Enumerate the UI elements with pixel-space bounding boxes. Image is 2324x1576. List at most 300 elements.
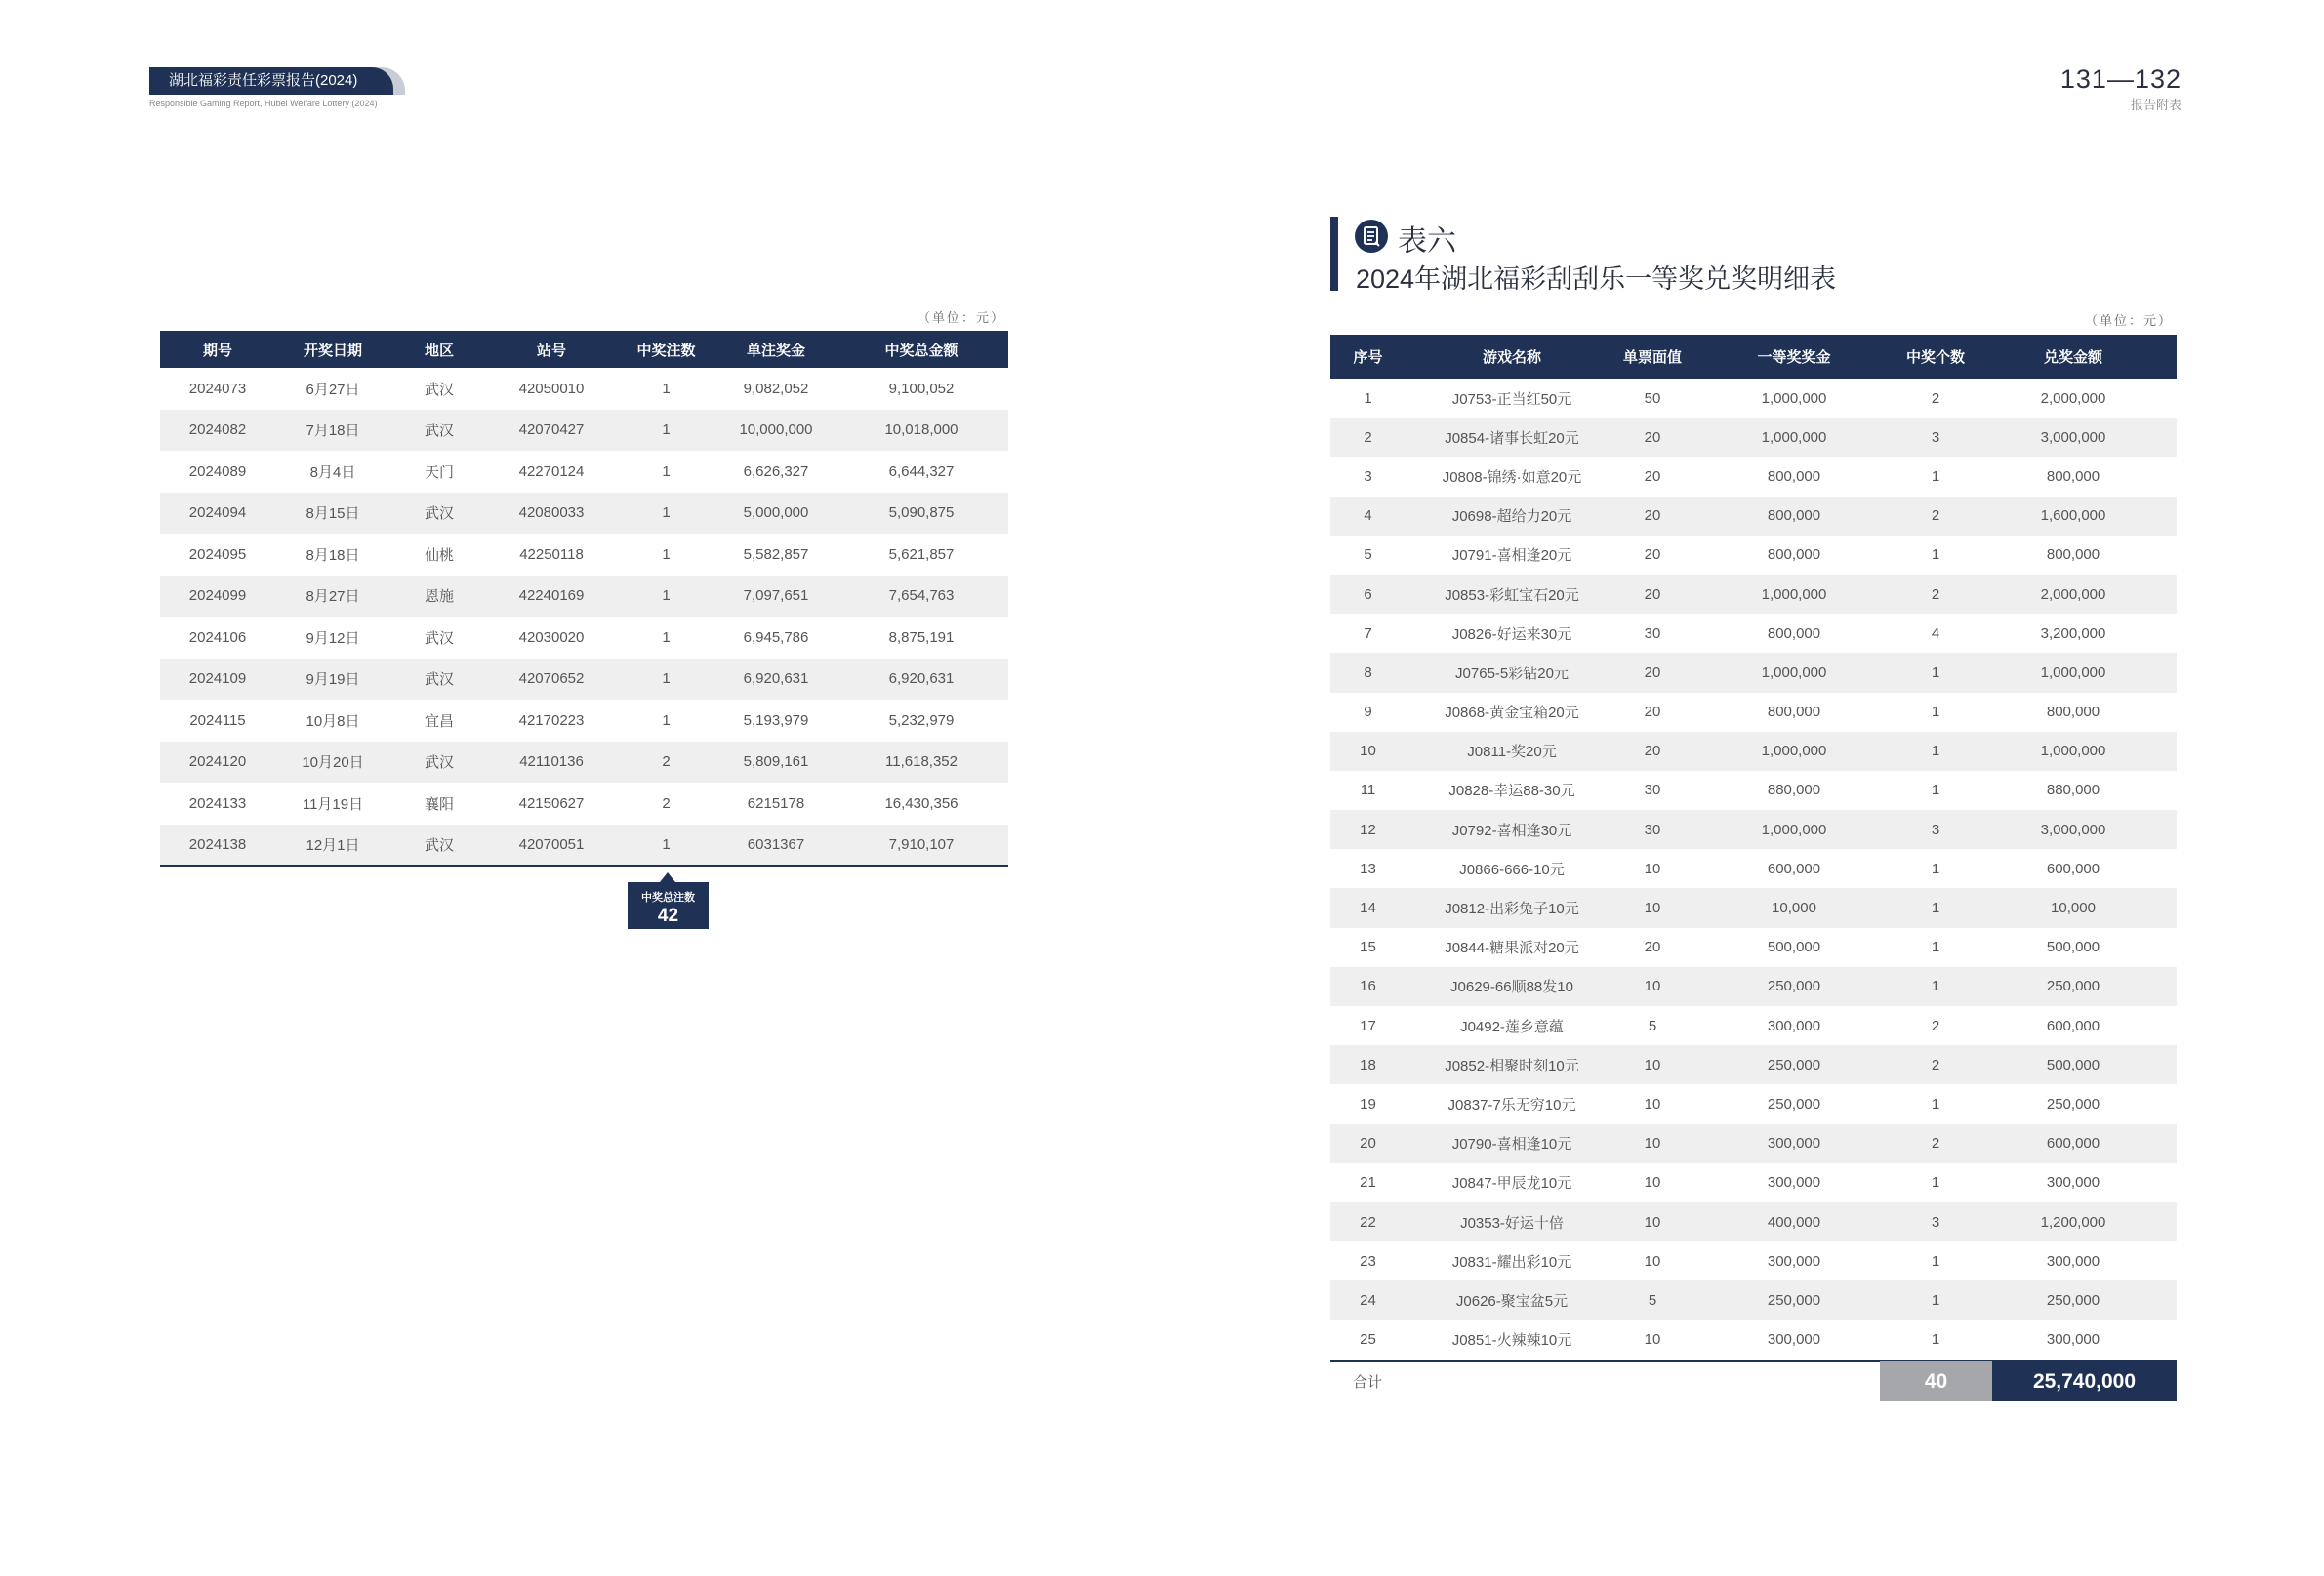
- table-cell: 10月20日: [275, 742, 390, 784]
- table-cell: 300,000: [1767, 1174, 1821, 1192]
- table-cell: 42110136: [488, 742, 615, 784]
- table-header-row: [160, 331, 1008, 368]
- table-cell: 1: [662, 463, 671, 480]
- table-cell: J0791-喜相逢20元: [1451, 547, 1572, 565]
- table-cell: 18: [1330, 1045, 1406, 1084]
- table-cell: 6: [1330, 575, 1406, 614]
- table-cell: 1: [1931, 1331, 1940, 1349]
- table-cell: 22: [1330, 1202, 1406, 1241]
- table-cell: 1,000,000: [1687, 732, 1901, 771]
- table-cell: 2024106: [188, 628, 247, 646]
- table-cell: 250,000: [1767, 1095, 1821, 1112]
- table-cell: J0854-诸事长虹20元: [1406, 418, 1618, 457]
- table-cell: 1: [662, 546, 671, 563]
- table-cell: 42240169: [488, 576, 615, 618]
- table-cell: 3: [1901, 418, 1970, 457]
- table-cell: 6,945,786: [743, 628, 809, 646]
- table-cell: 1: [662, 380, 671, 397]
- table-cell: 250,000: [1687, 1045, 1901, 1084]
- table-cell: J0851-火辣辣10元: [1451, 1332, 1572, 1350]
- table-cell: 7月18日: [275, 410, 390, 452]
- table-row: [160, 783, 1008, 825]
- table-row: [160, 700, 1008, 742]
- table-cell: 2: [1901, 497, 1970, 536]
- table-cell: J0629-66顺88发10: [1406, 967, 1618, 1006]
- table-cell: 10: [1644, 860, 1661, 877]
- table-row: [1330, 1320, 2177, 1359]
- table-cell: 5: [1648, 1017, 1657, 1034]
- table-cell: 11,618,352: [835, 742, 1008, 784]
- table-cell: 20: [1618, 575, 1687, 614]
- table-cell: 42070051: [488, 825, 615, 867]
- table-cell: J0847-甲辰龙10元: [1451, 1175, 1572, 1192]
- table-cell: 20: [1330, 1124, 1406, 1163]
- table-cell: 42080033: [488, 493, 615, 535]
- table-cell: 10: [1644, 1252, 1661, 1270]
- table-cell: 400,000: [1687, 1202, 1901, 1241]
- table-cell: 武汉: [390, 825, 488, 867]
- table-cell: 800,000: [1767, 467, 1821, 485]
- sum-amount: 25,740,000: [1992, 1361, 2177, 1401]
- table-cell: 5,090,875: [835, 493, 1008, 535]
- table-row: [160, 825, 1008, 867]
- section-label: 报告附表: [2130, 98, 2181, 112]
- column-header: 中奖个数: [1901, 335, 1970, 379]
- report-subtitle: Responsible Gaming Report, Hubei Welfare Lottery (2024): [149, 99, 378, 108]
- table-cell: J0853-彩虹宝石20元: [1406, 575, 1618, 614]
- table-cell: 20: [1618, 418, 1687, 457]
- table-row: [160, 451, 1008, 493]
- table-cell: 2: [1931, 389, 1940, 407]
- table-cell: 2: [1901, 575, 1970, 614]
- table-cell: 1,000,000: [1687, 653, 1901, 692]
- table-cell: 10月8日: [306, 712, 360, 730]
- table-cell: 50: [1644, 389, 1661, 407]
- table-cell: 9月19日: [275, 659, 390, 701]
- table-cell: 1: [615, 825, 717, 867]
- column-header: 开奖日期: [275, 331, 390, 368]
- table-cell: 24: [1330, 1280, 1406, 1319]
- table-cell: 16: [1330, 967, 1406, 1006]
- table-cell: 5: [1618, 1280, 1687, 1319]
- table-cell: 30: [1618, 810, 1687, 849]
- table-cell: 8月18日: [306, 546, 360, 564]
- table-cell: 1: [1931, 939, 1940, 956]
- table-cell: 800,000: [1767, 625, 1821, 642]
- table-cell: 20: [1618, 497, 1687, 536]
- table-cell: 8: [1330, 653, 1406, 692]
- table-cell: 250,000: [1687, 967, 1901, 1006]
- table-cell: 25: [1360, 1331, 1376, 1349]
- table-cell: 2: [1901, 1124, 1970, 1163]
- table-cell: 6215178: [747, 794, 805, 812]
- column-header: 兑奖金额: [1970, 335, 2177, 379]
- column-header: 期号: [160, 331, 275, 368]
- table-cell: 7,097,651: [717, 576, 835, 618]
- table-cell: 300,000: [2046, 1331, 2100, 1349]
- table-title: 表六: [1398, 225, 1456, 258]
- table-cell: 500,000: [2046, 939, 2100, 956]
- table-cell: 5,232,979: [888, 711, 955, 729]
- table-cell: J0868-黄金宝箱20元: [1445, 705, 1579, 722]
- table-row: [1330, 1163, 2177, 1202]
- table-cell: 1: [1931, 782, 1940, 799]
- table-cell: 2024115: [189, 711, 246, 729]
- table-cell: 武汉: [390, 659, 488, 701]
- table-row: [1330, 771, 2177, 810]
- table-cell: 17: [1360, 1017, 1376, 1034]
- table-cell: 1: [1364, 389, 1372, 407]
- table-cell: 10: [1618, 967, 1687, 1006]
- table-cell: 1: [662, 711, 671, 729]
- table-cell: 7,654,763: [835, 576, 1008, 618]
- table-row: [1330, 1045, 2177, 1084]
- table-cell: 1: [1931, 1095, 1940, 1112]
- table-cell: 武汉: [390, 742, 488, 784]
- table-cell: 1: [1901, 967, 1970, 1006]
- table-row: [160, 659, 1008, 701]
- table-cell: 1: [662, 628, 671, 646]
- table-cell: 仙桃: [424, 546, 454, 564]
- table-cell: 2024120: [160, 742, 275, 784]
- column-header: 序号: [1330, 335, 1406, 379]
- table-cell: 42170223: [518, 711, 585, 729]
- table-cell: 1,600,000: [1970, 497, 2177, 536]
- table-cell: 4: [1931, 625, 1940, 642]
- table-row: [160, 742, 1008, 784]
- table-row: [160, 368, 1008, 410]
- table-cell: 880,000: [1767, 782, 1821, 799]
- table-cell: 8,875,191: [888, 628, 955, 646]
- table-cell: 42070652: [488, 659, 615, 701]
- left-table-unit: （单位：元）: [917, 310, 1006, 325]
- table-cell: 4: [1330, 497, 1406, 536]
- table-cell: 宜昌: [424, 712, 454, 730]
- table-row: [1330, 418, 2177, 457]
- table-cell: 1,000,000: [1687, 418, 1901, 457]
- table-cell: 2: [1901, 1045, 1970, 1084]
- table-cell: 襄阳: [424, 795, 454, 813]
- table-row: [1330, 928, 2177, 967]
- table-cell: 1: [1931, 467, 1940, 485]
- table-row: [1330, 575, 2177, 614]
- table-cell: 1: [615, 493, 717, 535]
- table-row: [1330, 379, 2177, 418]
- table-cell: 恩施: [390, 576, 488, 618]
- table-cell: 880,000: [2046, 782, 2100, 799]
- table-cell: 30: [1644, 625, 1661, 642]
- table-cell: 1: [1901, 732, 1970, 771]
- table-row: [160, 410, 1008, 452]
- table-cell: 10,000,000: [717, 410, 835, 452]
- table-cell: 19: [1360, 1095, 1376, 1112]
- column-header: 一等奖奖金: [1687, 335, 1901, 379]
- table-cell: 20: [1644, 704, 1661, 721]
- table-cell: 42150627: [518, 794, 585, 812]
- table-row: [160, 617, 1008, 659]
- table-cell: 11月19日: [302, 795, 364, 813]
- table-row: [1330, 614, 2177, 653]
- table-cell: 7: [1364, 625, 1372, 642]
- table-row: [1330, 1124, 2177, 1163]
- table-cell: J0811-奖20元: [1406, 732, 1618, 771]
- table-cell: 10: [1644, 1095, 1661, 1112]
- table-cell: 1,000,000: [1970, 653, 2177, 692]
- table-cell: 5,809,161: [717, 742, 835, 784]
- table-cell: 1,000,000: [1970, 732, 2177, 771]
- table-cell: J0844-糖果派对20元: [1445, 940, 1579, 957]
- table-cell: 250,000: [1970, 967, 2177, 1006]
- table-cell: 2: [615, 742, 717, 784]
- table-cell: 8月4日: [309, 464, 356, 481]
- scratch-card-table: [1330, 335, 2177, 1359]
- table-cell: 2024109: [160, 659, 275, 701]
- table-cell: 1,000,000: [1761, 389, 1827, 407]
- table-cell: 5: [1364, 546, 1372, 564]
- table-cell: 2,000,000: [1970, 575, 2177, 614]
- table-cell: 3,200,000: [2040, 625, 2106, 642]
- table-cell: 1: [1931, 1252, 1940, 1270]
- table-cell: J0808-锦绣·如意20元: [1442, 468, 1582, 486]
- table-cell: 2: [1931, 1017, 1940, 1034]
- table-cell: 12: [1330, 810, 1406, 849]
- table-cell: J0792-喜相逢30元: [1406, 810, 1618, 849]
- table-row: [1330, 536, 2177, 575]
- table-cell: 500,000: [1767, 939, 1821, 956]
- table-cell: 42270124: [518, 463, 585, 480]
- table-cell: 20: [1618, 653, 1687, 692]
- table-cell: 3,000,000: [1970, 810, 2177, 849]
- sum-label: 合计: [1353, 1374, 1383, 1391]
- table-cell: 9,082,052: [743, 380, 809, 397]
- table-cell: 300,000: [1767, 1252, 1821, 1270]
- table-cell: 2024094: [160, 493, 275, 535]
- column-header: 游戏名称: [1406, 335, 1618, 379]
- table-cell: 7,910,107: [835, 825, 1008, 867]
- table-cell: 1: [1901, 1280, 1970, 1319]
- table-cell: 20: [1644, 546, 1661, 564]
- table-cell: 2024133: [188, 794, 247, 812]
- table-cell: 天门: [424, 464, 454, 481]
- table-cell: J0753-正当红50元: [1451, 390, 1572, 408]
- column-header: 地区: [390, 331, 488, 368]
- table-cell: 6,644,327: [888, 463, 955, 480]
- table-cell: 13: [1360, 860, 1376, 877]
- table-row: [1330, 1241, 2177, 1280]
- table-cell: 2024138: [160, 825, 275, 867]
- table-cell: 5,193,979: [743, 711, 809, 729]
- table-cell: 800,000: [2046, 467, 2100, 485]
- table-cell: 9,100,052: [888, 380, 955, 397]
- sum-count: 40: [1880, 1361, 1992, 1401]
- table-cell: 20: [1644, 939, 1661, 956]
- table-cell: 1: [1931, 546, 1940, 564]
- table-cell: J0852-相聚时刻10元: [1406, 1045, 1618, 1084]
- title-accent-bar: [1330, 217, 1338, 291]
- table-cell: 42050010: [518, 380, 585, 397]
- table-cell: 1,000,000: [1687, 810, 1901, 849]
- table-cell: 250,000: [1687, 1280, 1901, 1319]
- table-cell: 16,430,356: [884, 794, 958, 812]
- table-cell: 2: [1330, 418, 1406, 457]
- column-header: 中奖总金额: [835, 331, 1008, 368]
- table-cell: 6月27日: [306, 381, 360, 398]
- table-cell: 3: [1364, 467, 1372, 485]
- document-icon: [1355, 220, 1388, 253]
- table-cell: 10: [1618, 1124, 1687, 1163]
- table-cell: 42030020: [518, 628, 585, 646]
- table-row: [1330, 849, 2177, 888]
- table-cell: 1: [615, 659, 717, 701]
- table-cell: 10: [1618, 888, 1687, 927]
- table-row: [1330, 732, 2177, 771]
- table-cell: 300,000: [1687, 1124, 1901, 1163]
- table-cell: 800,000: [2046, 704, 2100, 721]
- table-cell: 800,000: [2046, 546, 2100, 564]
- table-cell: 10: [1618, 1045, 1687, 1084]
- table-cell: 10: [1644, 1331, 1661, 1349]
- table-cell: 5,621,857: [888, 546, 955, 563]
- table-cell: 42070427: [488, 410, 615, 452]
- table-cell: 800,000: [1767, 704, 1821, 721]
- table-cell: 10: [1644, 1174, 1661, 1192]
- table-cell: 8月15日: [275, 493, 390, 535]
- table-row: [160, 576, 1008, 618]
- table-cell: 500,000: [1970, 1045, 2177, 1084]
- table-cell: 2: [662, 794, 671, 812]
- table-cell: 1: [1931, 860, 1940, 877]
- table-cell: J0790-喜相逢10元: [1406, 1124, 1618, 1163]
- table-cell: J0837-7乐无穷10元: [1447, 1096, 1576, 1113]
- table-cell: 800,000: [1767, 546, 1821, 564]
- total-count-badge: [628, 882, 709, 929]
- table-row: [160, 493, 1008, 535]
- table-cell: 11: [1360, 782, 1376, 799]
- table-row: [1330, 967, 2177, 1006]
- table-cell: 12月1日: [275, 825, 390, 867]
- table-cell: 武汉: [390, 493, 488, 535]
- table-cell: 1: [1901, 888, 1970, 927]
- table-cell: 5,582,857: [743, 546, 809, 563]
- table-row: [1330, 1280, 2177, 1319]
- table-cell: 武汉: [390, 410, 488, 452]
- table-cell: J0828-幸运88-30元: [1448, 783, 1575, 800]
- table-cell: 9月12日: [306, 629, 360, 647]
- table-cell: J0626-聚宝盆5元: [1406, 1280, 1618, 1319]
- table-cell: 6,920,631: [717, 659, 835, 701]
- table-cell: J0353-好运十倍: [1406, 1202, 1618, 1241]
- page-numbers: 131—132: [2059, 64, 2181, 94]
- table-cell: J0765-5彩钻20元: [1406, 653, 1618, 692]
- table-row: [1330, 653, 2177, 692]
- table-cell: J0492-莲乡意蕴: [1460, 1018, 1564, 1035]
- table-cell: 10,000: [1970, 888, 2177, 927]
- column-header: 单注奖金: [717, 331, 835, 368]
- table-cell: 2024095: [188, 546, 247, 563]
- table-cell: 300,000: [2046, 1174, 2100, 1192]
- table-row: [1330, 810, 2177, 849]
- total-count-label: 中奖总注数: [641, 892, 695, 904]
- table-cell: 600,000: [2046, 1017, 2100, 1034]
- left-lottery-table: [160, 331, 1008, 866]
- table-cell: 21: [1360, 1174, 1376, 1192]
- table-cell: 6031367: [717, 825, 835, 867]
- table-cell: 800,000: [1687, 497, 1901, 536]
- table-cell: 1: [1931, 1174, 1940, 1192]
- table-cell: 1: [615, 410, 717, 452]
- table-cell: 300,000: [1767, 1017, 1821, 1034]
- table-row: [160, 534, 1008, 576]
- table-cell: 600,000: [1767, 860, 1821, 877]
- table-cell: 10,000: [1687, 888, 1901, 927]
- total-count-value: 42: [657, 906, 679, 926]
- table-cell: J0866-666-10元: [1459, 861, 1565, 878]
- table-cell: 2024073: [188, 380, 247, 397]
- badge-pointer: [660, 872, 675, 882]
- table-cell: 20: [1644, 467, 1661, 485]
- table-cell: 14: [1330, 888, 1406, 927]
- table-cell: J0831-耀出彩10元: [1451, 1253, 1572, 1271]
- table-subtitle: 2024年湖北福彩刮刮乐一等奖兑奖明细表: [1356, 264, 1837, 294]
- table-cell: 42250118: [519, 546, 584, 563]
- table-cell: 6,920,631: [835, 659, 1008, 701]
- table-cell: 300,000: [2046, 1252, 2100, 1270]
- table-cell: J0812-出彩兔子10元: [1406, 888, 1618, 927]
- table-cell: 3,000,000: [1970, 418, 2177, 457]
- table-cell: 10: [1330, 732, 1406, 771]
- table-cell: J0826-好运来30元: [1451, 626, 1572, 643]
- table-cell: 300,000: [1767, 1331, 1821, 1349]
- table-cell: 10,018,000: [835, 410, 1008, 452]
- table-row: [1330, 457, 2177, 496]
- table-cell: 2024082: [160, 410, 275, 452]
- table-cell: 23: [1360, 1252, 1376, 1270]
- table-cell: 8月27日: [275, 576, 390, 618]
- table-row: [1330, 497, 2177, 536]
- table-cell: J0698-超给力20元: [1406, 497, 1618, 536]
- table-cell: 9: [1364, 704, 1372, 721]
- table-cell: 10: [1618, 1202, 1687, 1241]
- table-cell: 2,000,000: [2040, 389, 2106, 407]
- table-cell: 2024099: [160, 576, 275, 618]
- table-cell: 3: [1901, 1202, 1970, 1241]
- table-row: [1330, 1084, 2177, 1123]
- table-cell: 250,000: [1970, 1280, 2177, 1319]
- table-cell: 1: [615, 576, 717, 618]
- table-cell: 250,000: [2046, 1095, 2100, 1112]
- column-header: 站号: [488, 331, 615, 368]
- right-table-unit: （单位：元）: [2085, 313, 2174, 328]
- report-title: 湖北福彩责任彩票报告(2024): [149, 67, 393, 95]
- table-cell: 600,000: [1970, 1124, 2177, 1163]
- table-cell: 3: [1901, 810, 1970, 849]
- table-cell: 30: [1644, 782, 1661, 799]
- table-cell: 1,200,000: [1970, 1202, 2177, 1241]
- column-header: 中奖注数: [615, 331, 717, 368]
- table-row: [1330, 888, 2177, 927]
- table-cell: 20: [1618, 732, 1687, 771]
- table-cell: 武汉: [424, 629, 454, 647]
- table-cell: 1: [1901, 653, 1970, 692]
- table-header-row: [1330, 335, 2177, 379]
- table-cell: 600,000: [2046, 860, 2100, 877]
- table-cell: 2024089: [188, 463, 247, 480]
- table-cell: 1,000,000: [1687, 575, 1901, 614]
- table-bottom-rule: [160, 865, 1008, 867]
- column-header: 单票面值: [1618, 335, 1687, 379]
- table-row: [1330, 1202, 2177, 1241]
- table-cell: 5,000,000: [717, 493, 835, 535]
